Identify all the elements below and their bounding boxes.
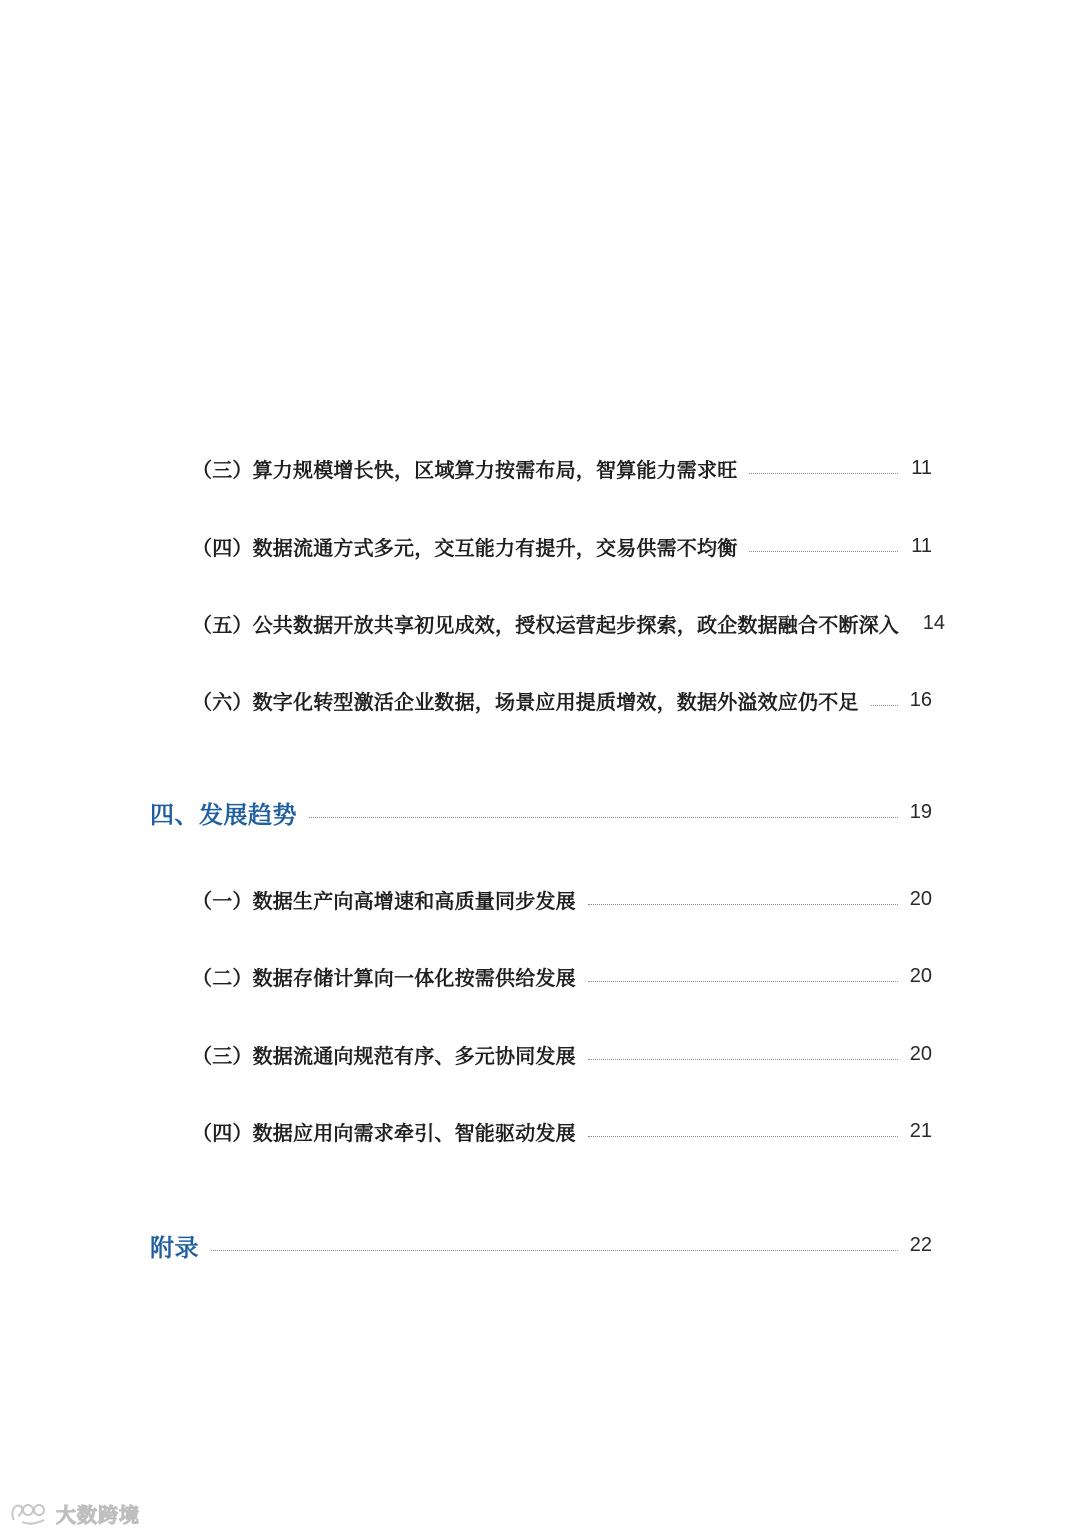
toc-entry[interactable] [192,526,932,566]
toc-page-number: 20 [909,1042,932,1065]
toc-section-label: 四、发展趋势 [150,800,297,829]
dotted-leader [588,1136,898,1137]
dotted-leader [749,551,898,552]
dotted-leader [871,705,898,706]
dotted-leader [588,1059,898,1060]
toc-entry-label: （三）数据流通向规范有序、多元协同发展 [192,1043,576,1068]
toc-entry-label: （五）公共数据开放共享初见成效，授权运营起步探索，政企数据融合不断深入 [192,612,899,637]
dotted-leader [749,473,898,474]
toc-page-number: 20 [909,887,932,910]
toc-entry[interactable] [192,1034,932,1074]
toc-entry-label: （三）算力规模增长快，区域算力按需布局，智算能力需求旺 [192,457,738,482]
watermark-text: 大数跨境 [56,1502,140,1527]
toc-page-number: 22 [909,1233,932,1256]
toc-entry[interactable] [192,680,932,720]
toc-section-heading[interactable] [150,1225,932,1265]
toc-entry[interactable] [192,956,932,996]
dotted-leader [588,904,898,905]
watermark [8,1496,140,1530]
dotted-leader [211,1250,898,1251]
toc-entry[interactable] [192,448,932,488]
toc-entry-label: （四）数据应用向需求牵引、智能驱动发展 [192,1120,576,1145]
watermark-logo-icon [8,1498,52,1528]
toc-section-label: 附录 [150,1233,199,1262]
toc-entry-label: （四）数据流通方式多元，交互能力有提升，交易供需不均衡 [192,535,738,560]
toc-page-number: 11 [911,534,932,557]
toc-page-number: 11 [911,456,932,479]
toc-page-number: 20 [909,964,932,987]
toc-entry[interactable] [192,1111,932,1151]
toc-entry[interactable] [192,879,932,919]
toc-entry[interactable] [192,603,945,643]
toc-entry-label: （一）数据生产向高增速和高质量同步发展 [192,888,576,913]
dotted-leader [309,817,898,818]
toc-page-number: 16 [909,688,932,711]
toc-page-number: 14 [922,611,945,634]
dotted-leader [588,981,898,982]
toc-page-number: 21 [909,1119,932,1142]
toc-section-heading[interactable] [150,792,932,832]
toc-entry-label: （六）数字化转型激活企业数据，场景应用提质增效，数据外溢效应仍不足 [192,689,859,714]
toc-entry-label: （二）数据存储计算向一体化按需供给发展 [192,965,576,990]
toc-page-number: 19 [909,800,932,823]
